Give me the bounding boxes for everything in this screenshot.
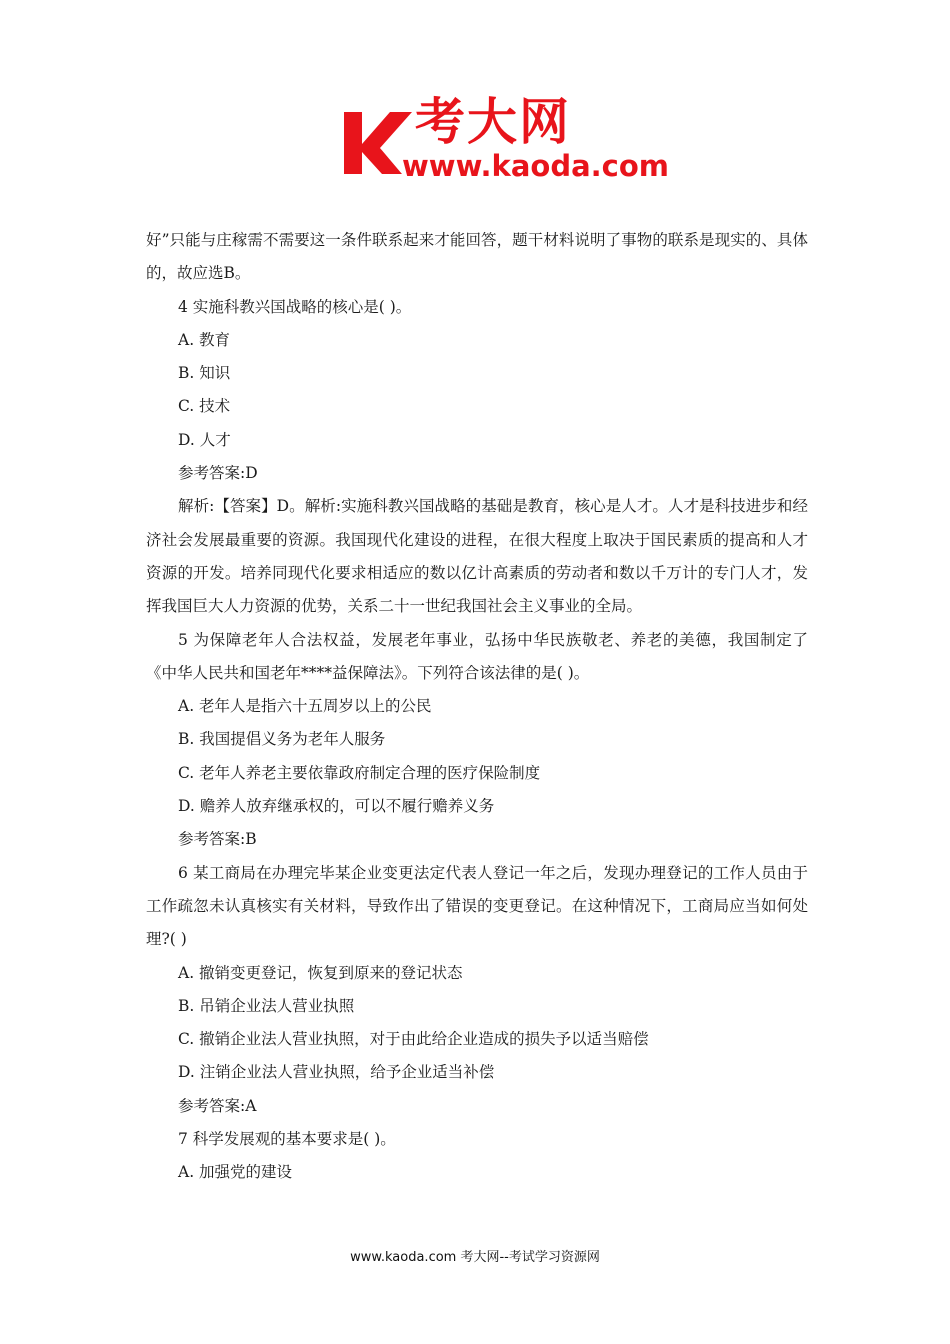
- q5-option-c: C. 老年人养老主要依靠政府制定合理的医疗保险制度: [178, 763, 541, 782]
- question-6: 6 某工商局在办理完毕某企业变更法定代表人登记一年之后，发现办理登记的工作人员由于工作疏忽未认真核实有关材料，导致作出了错误的变更登记。在这种情况下，工商局应当如何处理?( ): [146, 863, 808, 949]
- logo-brand-text: 考大网: [415, 93, 571, 151]
- q4-option-a: A. 教育: [178, 330, 231, 349]
- q4-analysis: 解析:【答案】D。解析:实施科教兴国战略的基础是教育，核心是人才。人才是科技进步和经济社会发展最重要的资源。我国现代化建设的进程，在很大程度上取决于国民素质的提高和人才资源的开发。培养同现代化要求相适应的数以亿计高素质的劳动者和数以千万计的专门人才，发挥我国巨大人力资源的优势，关系二十一世纪我国社会主义事业的全局。: [146, 497, 808, 616]
- q4-option-b: B. 知识: [178, 364, 231, 383]
- q5-option-d: D. 赡养人放弃继承权的，可以不履行赡养义务: [178, 797, 495, 816]
- q4-option-c: C. 技术: [178, 397, 231, 416]
- q6-answer: 参考答案:A: [178, 1096, 257, 1115]
- document-body: [146, 224, 808, 1190]
- site-logo: [340, 92, 670, 188]
- q4-option-d: D. 人才: [178, 430, 231, 449]
- q4-answer: 参考答案:D: [178, 464, 258, 483]
- question-5: 5 为保障老年人合法权益，发展老年事业，弘扬中华民族敬老、养老的美德，我国制定了《中华人民共和国老年****益保障法》。下列符合该法律的是( )。: [146, 630, 808, 682]
- q6-option-d: D. 注销企业法人营业执照，给予企业适当补偿: [178, 1063, 495, 1082]
- q7-option-a: A. 加强党的建设: [178, 1163, 293, 1182]
- question-4: 4 实施科教兴国战略的核心是( )。: [178, 297, 412, 316]
- q5-option-b: B. 我国提倡义务为老年人服务: [178, 730, 386, 749]
- q6-option-c: C. 撤销企业法人营业执照，对于由此给企业造成的损失予以适当赔偿: [178, 1030, 649, 1049]
- q6-option-a: A. 撤销变更登记，恢复到原来的登记状态: [178, 963, 463, 982]
- q5-option-a: A. 老年人是指六十五周岁以上的公民: [178, 697, 432, 716]
- question-7: 7 科学发展观的基本要求是( )。: [178, 1130, 396, 1149]
- lead-paragraph: 好”只能与庄稼需不需要这一条件联系起来才能回答，题干材料说明了事物的联系是现实的、具体的，故应选B。: [146, 231, 808, 283]
- q5-answer: 参考答案:B: [178, 830, 257, 849]
- logo-url-text: www.kaoda.com: [402, 149, 669, 183]
- page-footer: www.kaoda.com 考大网--考试学习资源网: [350, 1250, 600, 1265]
- q6-option-b: B. 吊销企业法人营业执照: [178, 996, 355, 1015]
